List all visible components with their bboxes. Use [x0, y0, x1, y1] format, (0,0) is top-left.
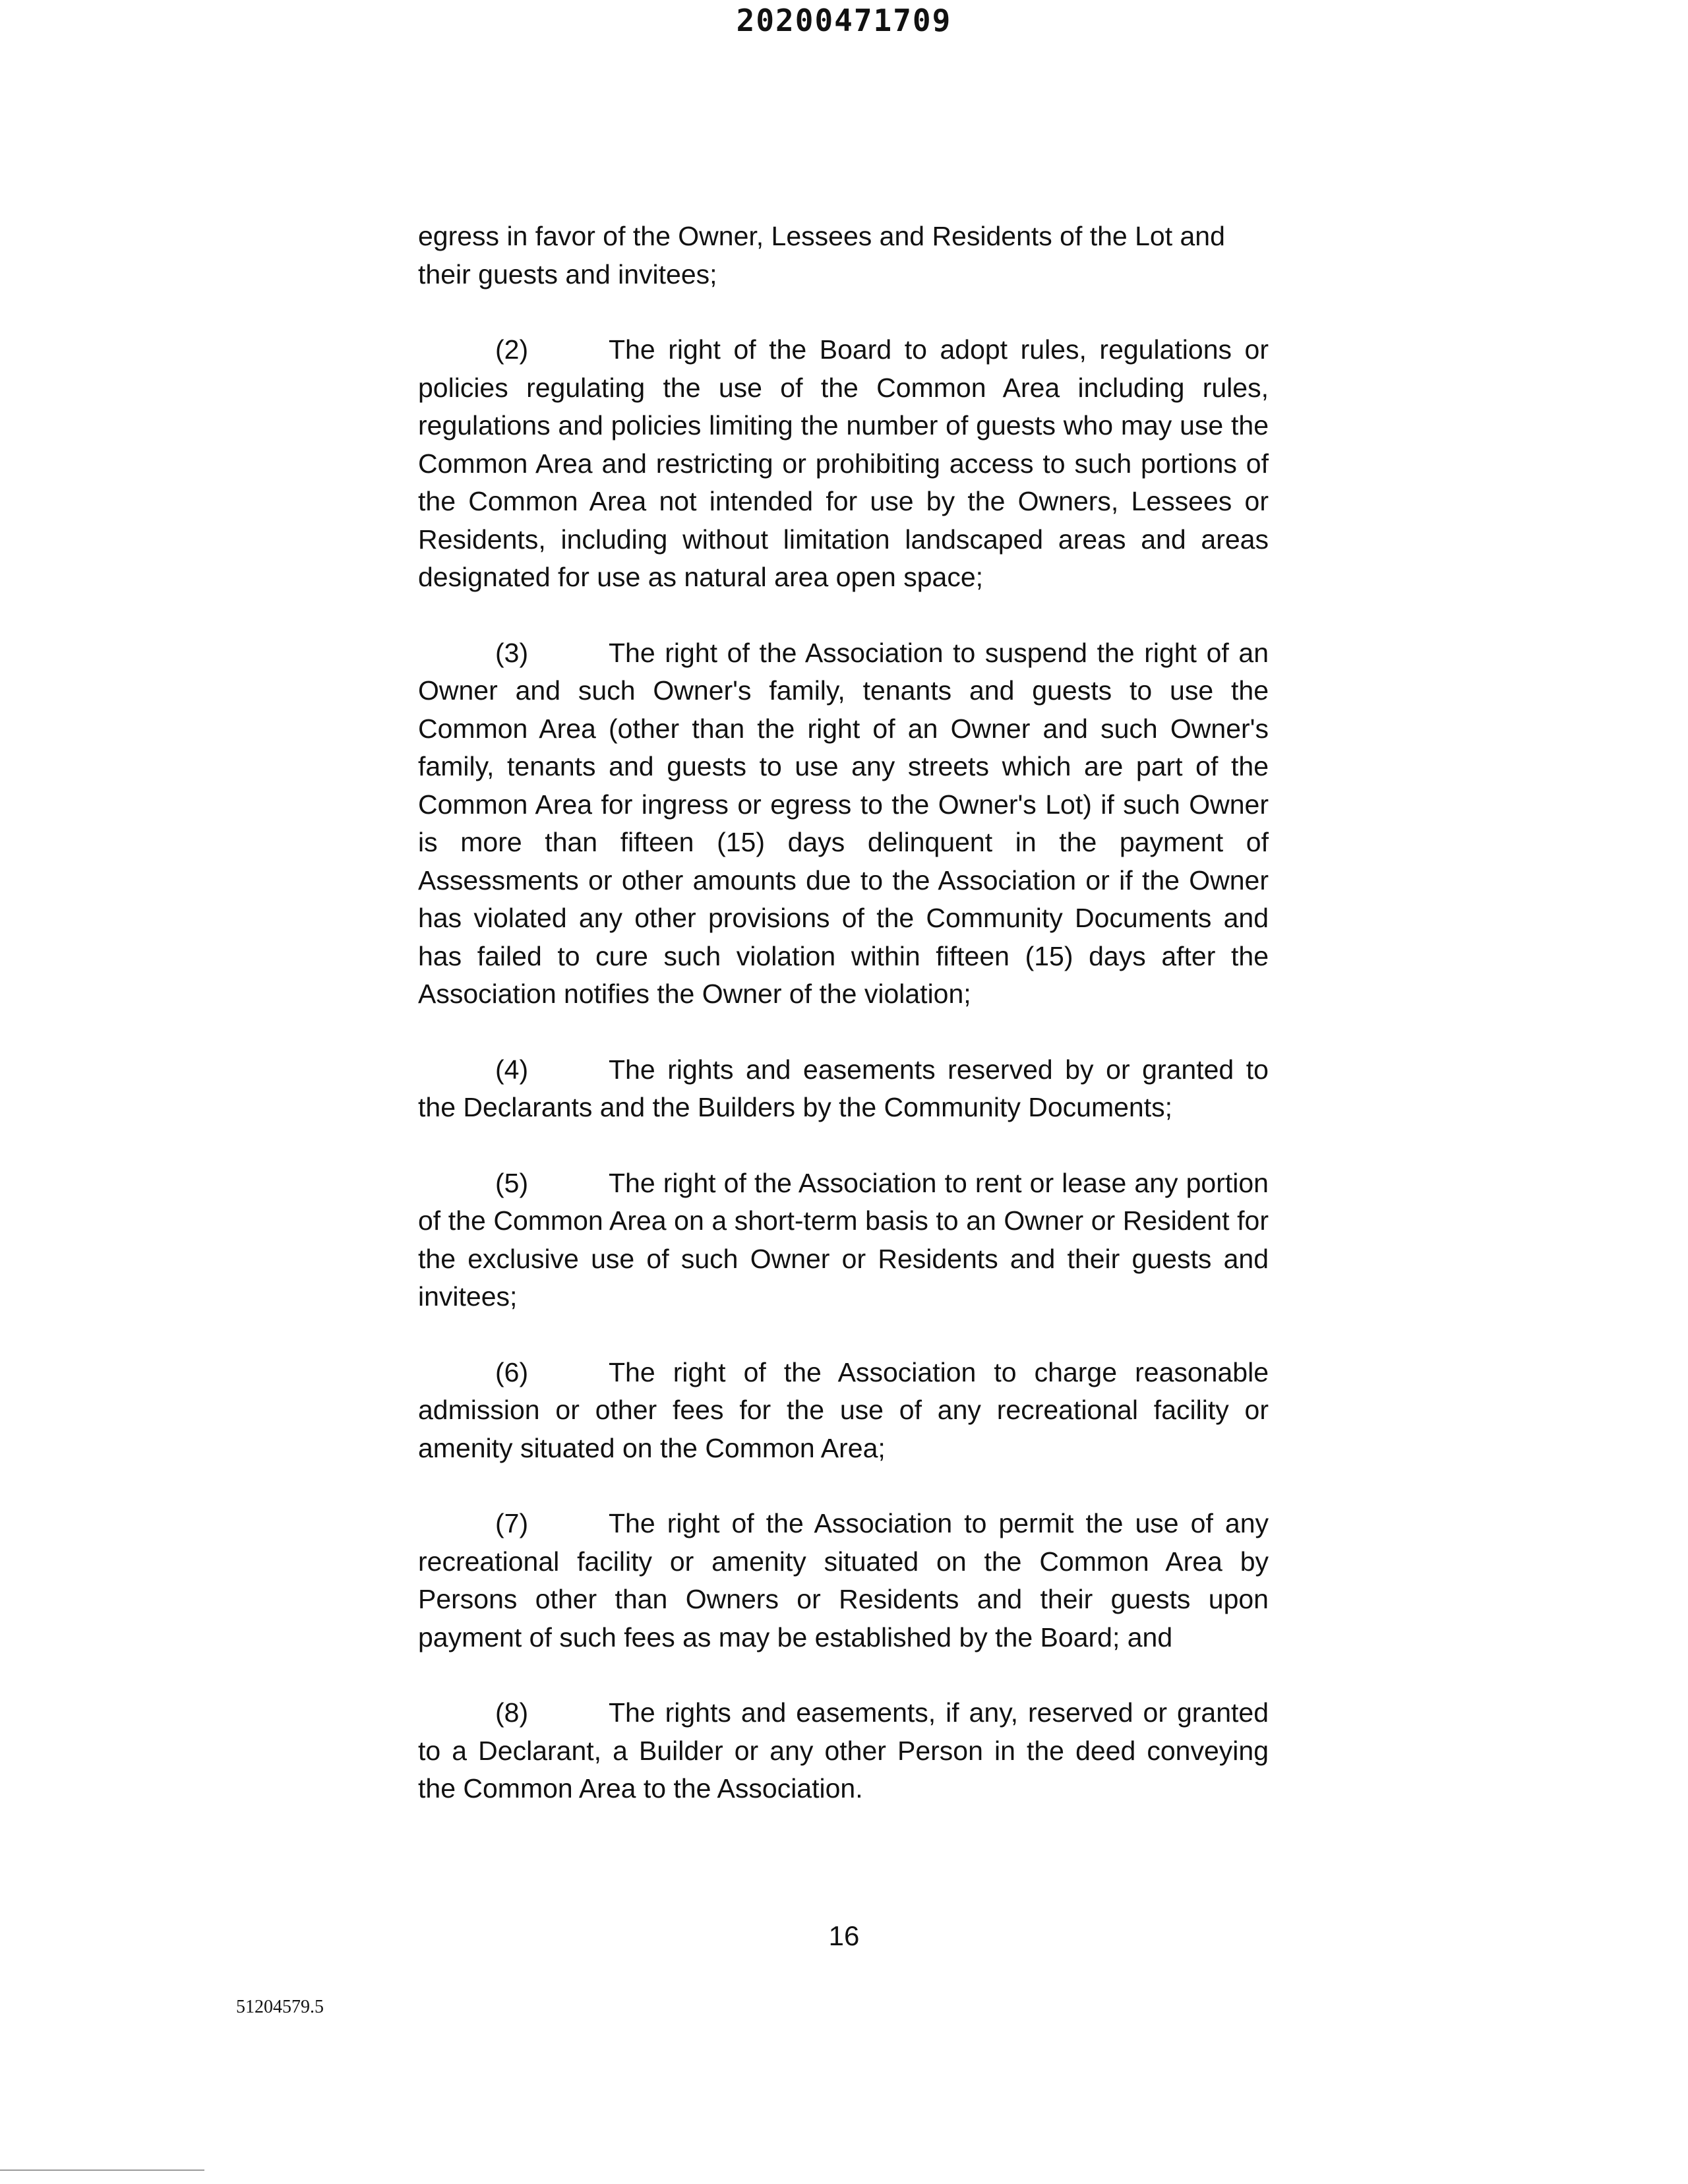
item-text: The rights and easements, if any, reserved or granted to a Declarant, a Builder or any other Person in the deed conveying the Common Area to the Association.	[418, 1697, 1269, 1804]
list-item	[418, 1505, 1269, 1656]
list-item	[418, 1165, 1269, 1316]
item-number: (6)	[495, 1356, 529, 1387]
item-number: (7)	[495, 1508, 529, 1538]
document-id: 51204579.5	[236, 1997, 324, 2017]
item-text: The right of the Association to permit the use of any recreational facility or amenity situated on the Common Area by Persons other than Owners or Residents and their guests upon payment of such fees as may be established by the Board; and	[418, 1508, 1269, 1653]
item-text: The rights and easements reserved by or granted to the Declarants and the Builders by the Community Documents;	[418, 1054, 1269, 1122]
item-number: (4)	[495, 1054, 529, 1085]
item-text: The right of the Association to charge reasonable admission or other fees for the use of any recreational facility or amenity situated on the Common Area;	[418, 1356, 1269, 1463]
list-item	[418, 1051, 1269, 1127]
document-number: 20200471709	[736, 3, 952, 38]
list-item	[418, 1354, 1269, 1468]
item-text: The right of the Board to adopt rules, regulations or policies regulating the use of the Common Area including rules, regulations and policies limiting the number of guests who may use the Common Area and restricting or prohibiting access to such portions of the Common Area not intended for use by the Owners, Lessees or Residents, including without limitation landscaped areas and areas designated for use as natural area open space;	[418, 334, 1269, 592]
intro-paragraph: egress in favor of the Owner, Lessees and Residents of the Lot and their guests and invitees;	[418, 221, 1225, 289]
item-text: The right of the Association to suspend the right of an Owner and such Owner's family, tenants and guests to use the Common Area (other than the right of an Owner and such Owner's family, tenants and guests to use any streets which are part of the Common Area for ingress or egress to the Owner's Lot) if such Owner is more than fifteen (15) days delinquent in the payment of Assessments or other amounts due to the Association or if the Owner has violated any other provisions of the Community Documents and has failed to cure such violation within fifteen (15) days after the Association notifies the Owner of the violation;	[418, 637, 1269, 1009]
item-number: (5)	[495, 1167, 529, 1198]
item-number: (3)	[495, 637, 529, 668]
document-body	[418, 218, 1269, 1846]
page-number: 16	[828, 1920, 860, 1951]
list-item	[418, 1694, 1269, 1808]
item-number: (2)	[495, 334, 529, 365]
item-number: (8)	[495, 1697, 529, 1728]
scan-artifact-line	[0, 2169, 204, 2171]
item-text: The right of the Association to rent or lease any portion of the Common Area on a short-term basis to an Owner or Resident for the exclusive use of such Owner or Residents and their guests and invitees;	[418, 1167, 1269, 1312]
list-item	[418, 331, 1269, 597]
list-item	[418, 634, 1269, 1014]
